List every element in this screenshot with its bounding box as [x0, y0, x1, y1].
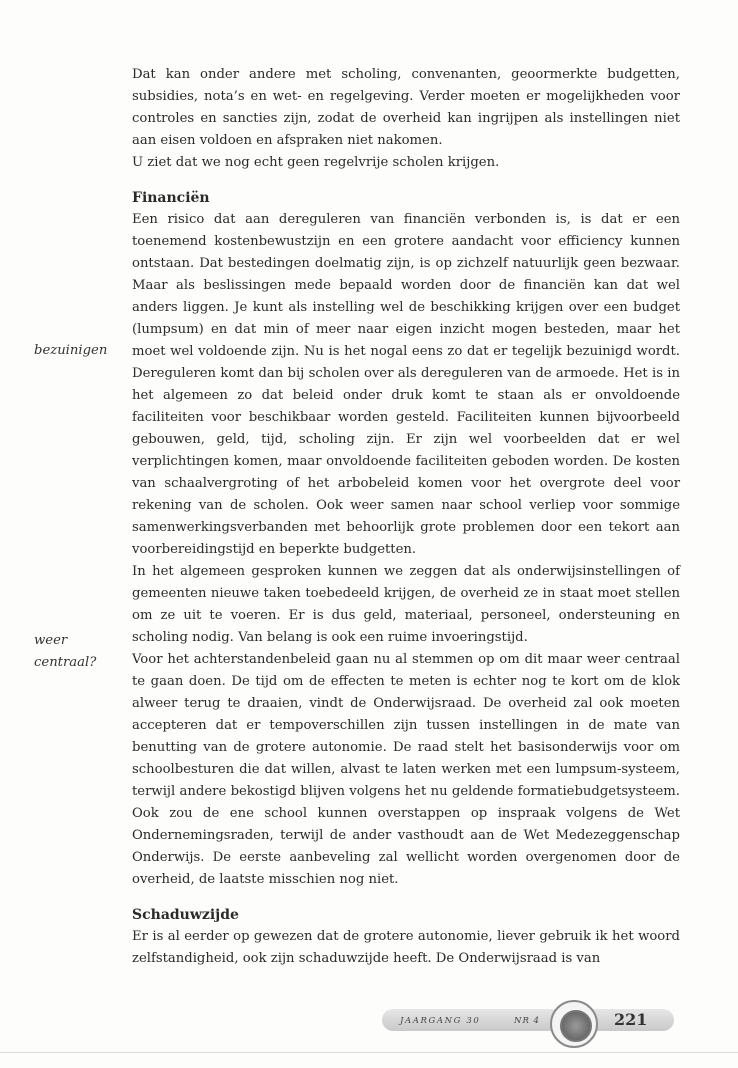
financien-paragraph-3: Voor het achterstandenbeleid gaan nu al stemmen op om dit maar weer centraal te gaan doen. De tijd om de effecten te meten is echter nog te kort om de klok alweer terug te draaien, vindt de Onderwijsraad. De overheid zal ook moeten accepteren dat er tempoverschillen zijn tussen instellingen in de mate van benutting van de grotere autonomie. De raad stelt het basisonderwijs voor om schoolbesturen die dat willen, alvast te laten werken met een lumpsum-systeem, terwijl andere bekostigd blijven volgens het nu geldende formatiebudgetsysteem. Ook zou de ene school kunnen overstappen op inspraak volgens de Wet Ondernemingsraden, terwijl de ander vasthoudt aan de Wet Medezeggenschap Onderwijs. De eerste aanbeveling zal wellicht worden overgenomen door de overheid, de laatste misschien nog niet. — [132, 652, 680, 887]
page-footer — [382, 1000, 678, 1034]
financien-paragraph-1: Een risico dat aan dereguleren van financiën verbonden is, is dat er een toenemend kostenbewustzijn en een grotere aandacht voor efficiency kunnen ontstaan. Dat bestedingen doelmatig zijn, is op zichzelf natuurlijk geen bezwaar. Maar als beslissingen mede bepaald worden door de financiën kan dat wel anders liggen. Je kunt als instelling wel de beschikking krijgen over een budget (lumpsum) en dat min of meer naar eigen inzicht mogen besteden, maar het moet wel voldoende zijn. Nu is het nogal eens zo dat er tegelijk bezuinigd wordt. Dereguleren komt dan bij scholen over als dereguleren van de armoede. Het is in het algemeen zo dat beleid onder druk komt te staan als er onvoldoende faciliteiten voor beschikbaar worden gesteld. Faciliteiten kunnen bijvoorbeeld gebouwen, geld, tijd, scholing zijn. Er zijn wel voorbeelden dat er wel verplichtingen komen, maar onvoldoende faciliteiten geboden worden. De kosten van schaalvergroting of het arbobeleid komen voor het overgrote deel voor rekening van de scholen. Ook weer samen naar school verliep voor sommige samenwerkingsverbanden met behoorlijk grote problemen door een tekort aan voorbereidingstijd en beperkte budgetten. — [132, 212, 680, 557]
heading-financien: Financiën — [132, 190, 210, 206]
intro-closing: U ziet dat we nog echt geen regelvrije scholen krijgen. — [132, 155, 500, 170]
schaduwzijde-paragraph: Er is al eerder op gewezen dat de grotere autonomie, liever gebruik ik het woord zelfstandigheid, ook zijn schaduwzijde heeft. De Onderwijsraad is van — [132, 929, 680, 966]
margin-note-line: weer — [34, 633, 68, 648]
margin-note-bezuinigen: bezuinigen — [34, 343, 108, 358]
page-number: 221 — [614, 1010, 648, 1029]
intro-paragraph: Dat kan onder andere met scholing, convenanten, geoormerkte budgetten, subsidies, nota’s en wet- en regelgeving. Verder moeten er mogelijkheden voor controles en sancties zijn, zodat de overheid kan ingrijpen als instellingen niet aan eisen voldoen en afspraken niet nakomen. — [132, 67, 680, 148]
footer-volume: JAARGANG 30 — [400, 1016, 481, 1026]
financien-paragraph-2: In het algemeen gesproken kunnen we zeggen dat als onderwijsinstellingen of gemeenten nieuwe taken toebedeeld krijgen, de overheid ze in staat moet stellen om ze uit te voeren. Er is dus geld, materiaal, personeel, ondersteuning en scholing nodig. Van belang is ook een ruime invoeringstijd. — [132, 564, 680, 645]
heading-schaduwzijde: Schaduwzijde — [132, 907, 239, 923]
circular-seal-icon — [550, 1000, 598, 1048]
main-text-column — [132, 64, 680, 970]
margin-note-weer-centraal — [34, 630, 96, 674]
margin-note-line: centraal? — [34, 655, 97, 670]
footer-issue: NR 4 — [514, 1016, 540, 1026]
bottom-rule — [0, 1052, 738, 1053]
